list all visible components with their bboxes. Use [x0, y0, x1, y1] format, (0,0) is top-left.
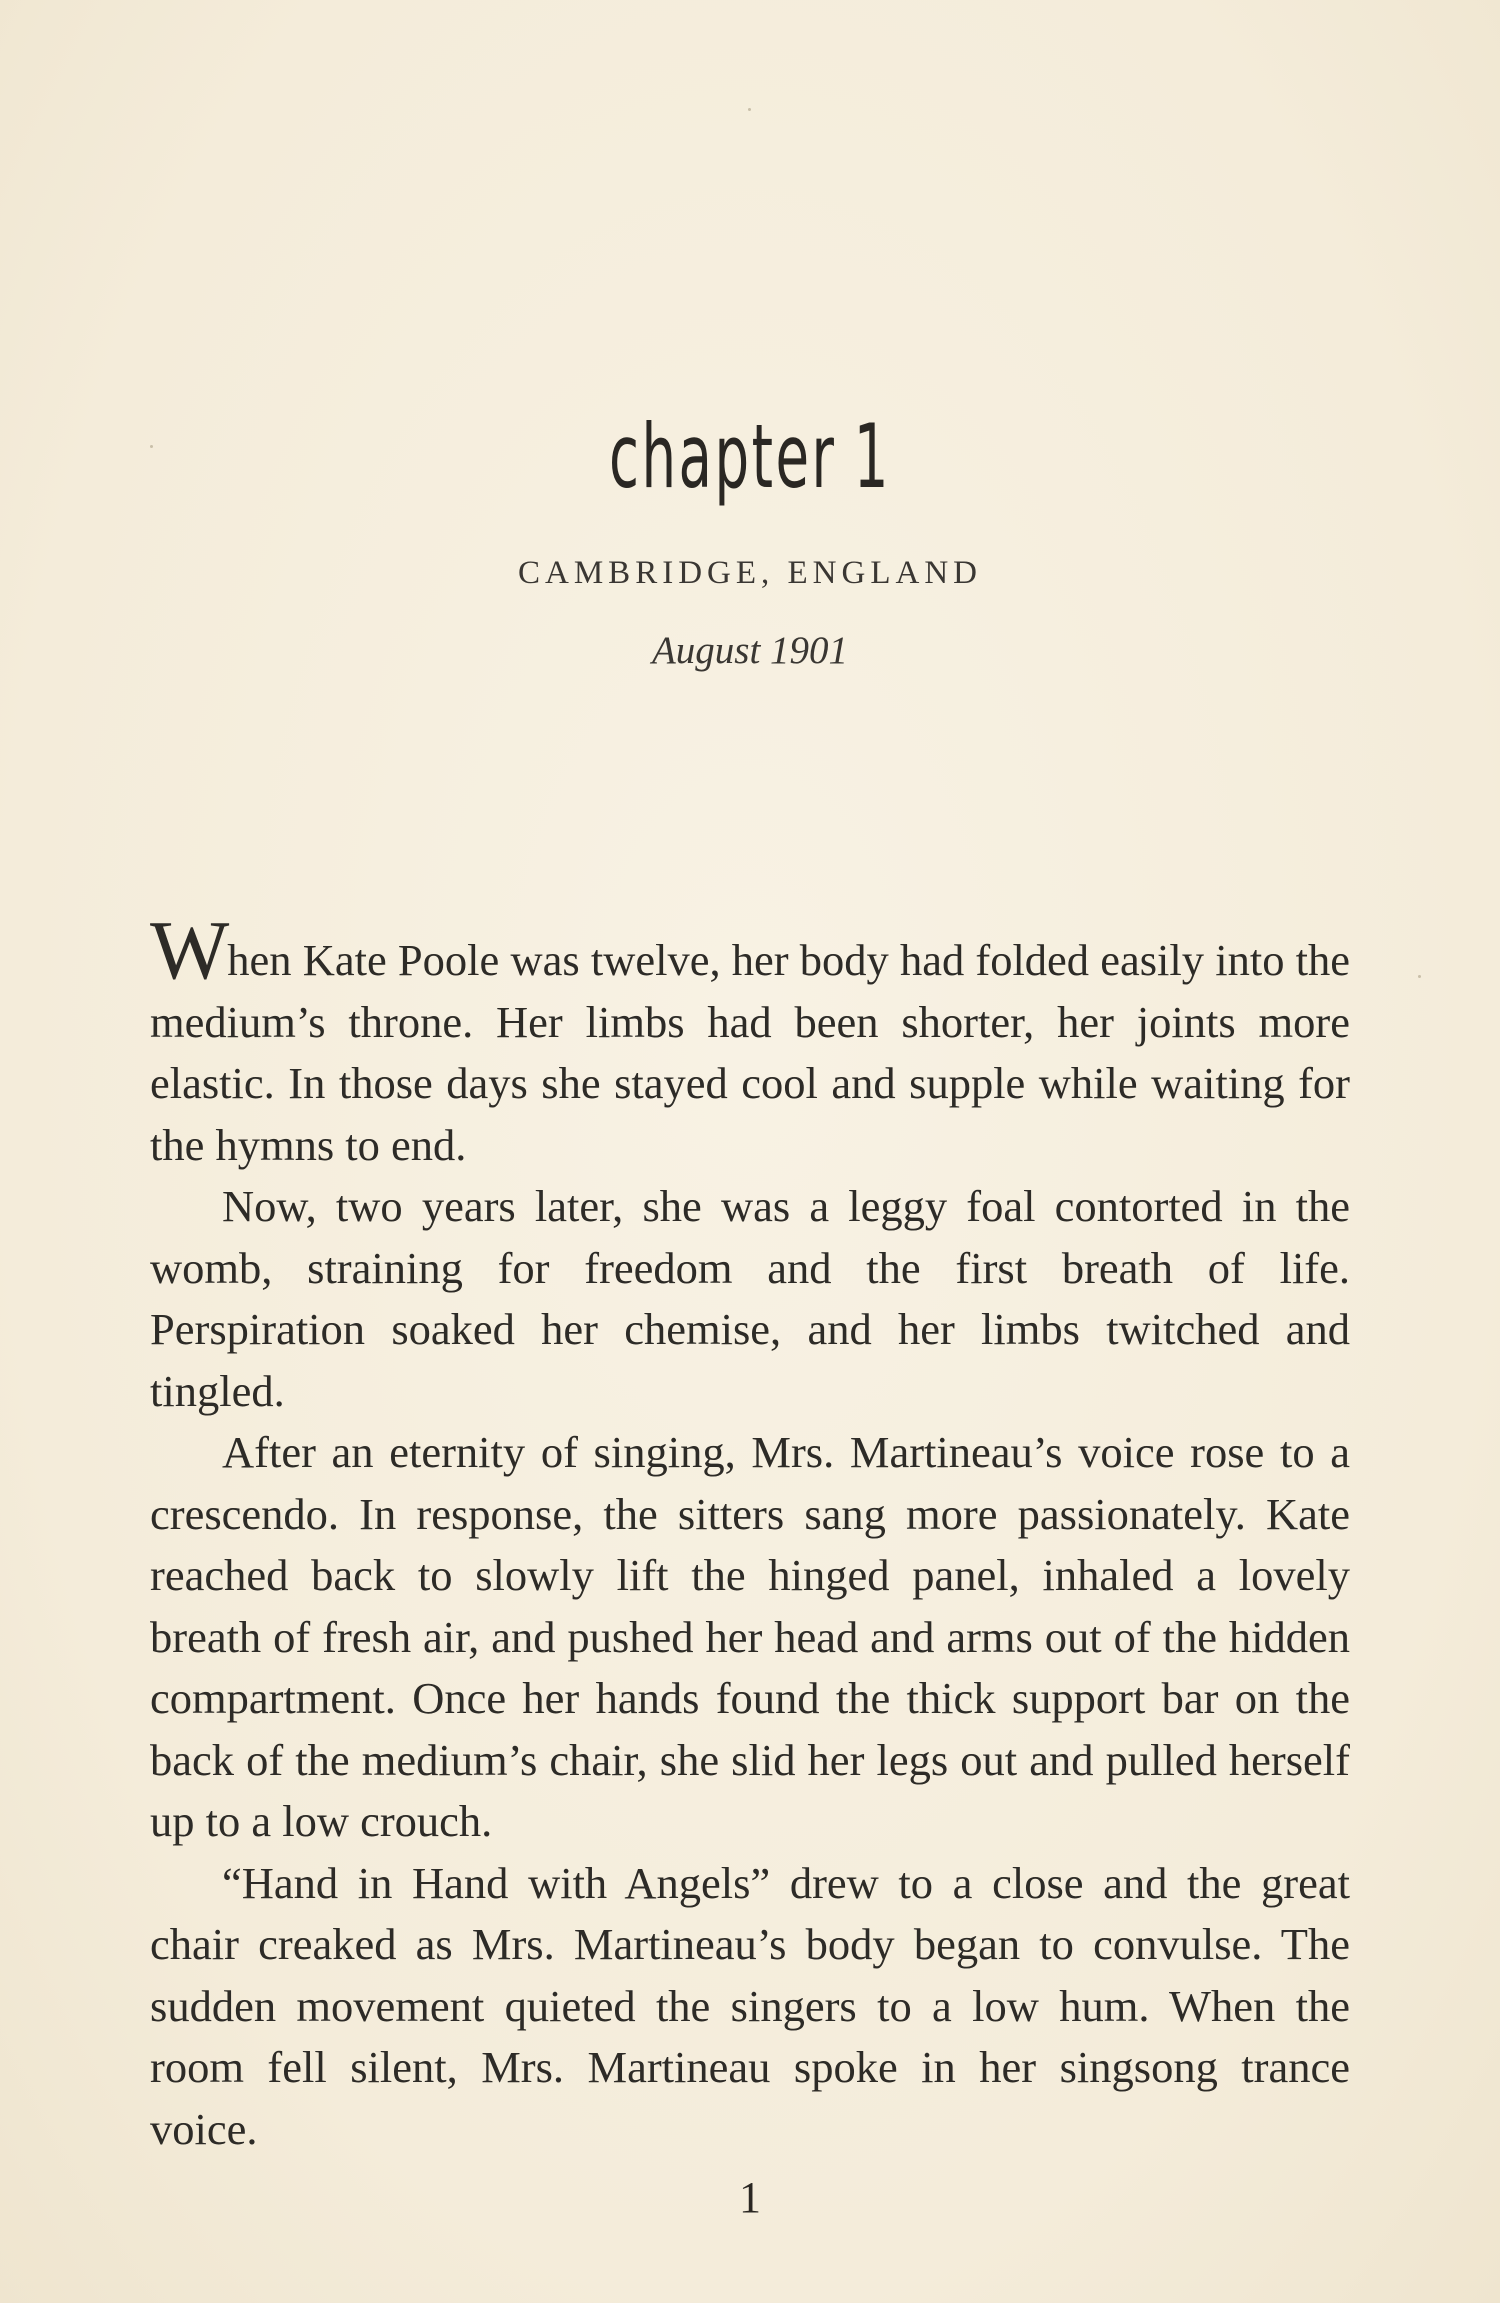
page-number: 1: [739, 2173, 761, 2222]
paragraph: After an eternity of singing, Mrs. Martineau’s voice rose to a crescendo. In response, the sitters sang more passionately. Kate reached back to slowly lift the hinged panel, inhaled a lovely breath of fresh air, and pushed her head and arms out of the hidden compartment. Once her hands found the thick support bar on the back of the medium’s chair, she slid her legs out and pulled herself up to a low crouch.: [150, 1427, 1350, 1846]
chapter-location: CAMBRIDGE, ENGLAND: [518, 555, 982, 591]
paragraph-text: hen Kate Poole was twelve, her body had folded easily into the medium’s throne. Her limbs had been shorter, her joints more elastic. In those days she stayed cool and supple while waiting for the hymns to end.: [150, 935, 1350, 1170]
body-text: [150, 904, 1350, 2160]
paper-speck: [748, 108, 751, 111]
paper-speck: [150, 445, 153, 448]
paragraph: “Hand in Hand with Angels” drew to a close and the great chair creaked as Mrs. Martineau’s body began to convulse. The sudden movement quieted the singers to a low hum. When the room fell silent, Mrs. Martineau spoke in her singsong trance voice.: [150, 1857, 1350, 2154]
chapter-word: chapter: [609, 405, 837, 508]
paper-speck: [1418, 975, 1421, 978]
initial-letter: W: [150, 904, 230, 997]
paragraph: [150, 904, 1350, 1176]
chapter-heading: [285, 405, 1215, 508]
paragraph: Now, two years later, she was a leggy foal contorted in the womb, straining for freedom and the first breath of life. Perspiration soaked her chemise, and her limbs twitched and tingled.: [150, 1181, 1350, 1416]
chapter-number: 1: [853, 405, 891, 508]
chapter-date: August 1901: [651, 629, 849, 672]
